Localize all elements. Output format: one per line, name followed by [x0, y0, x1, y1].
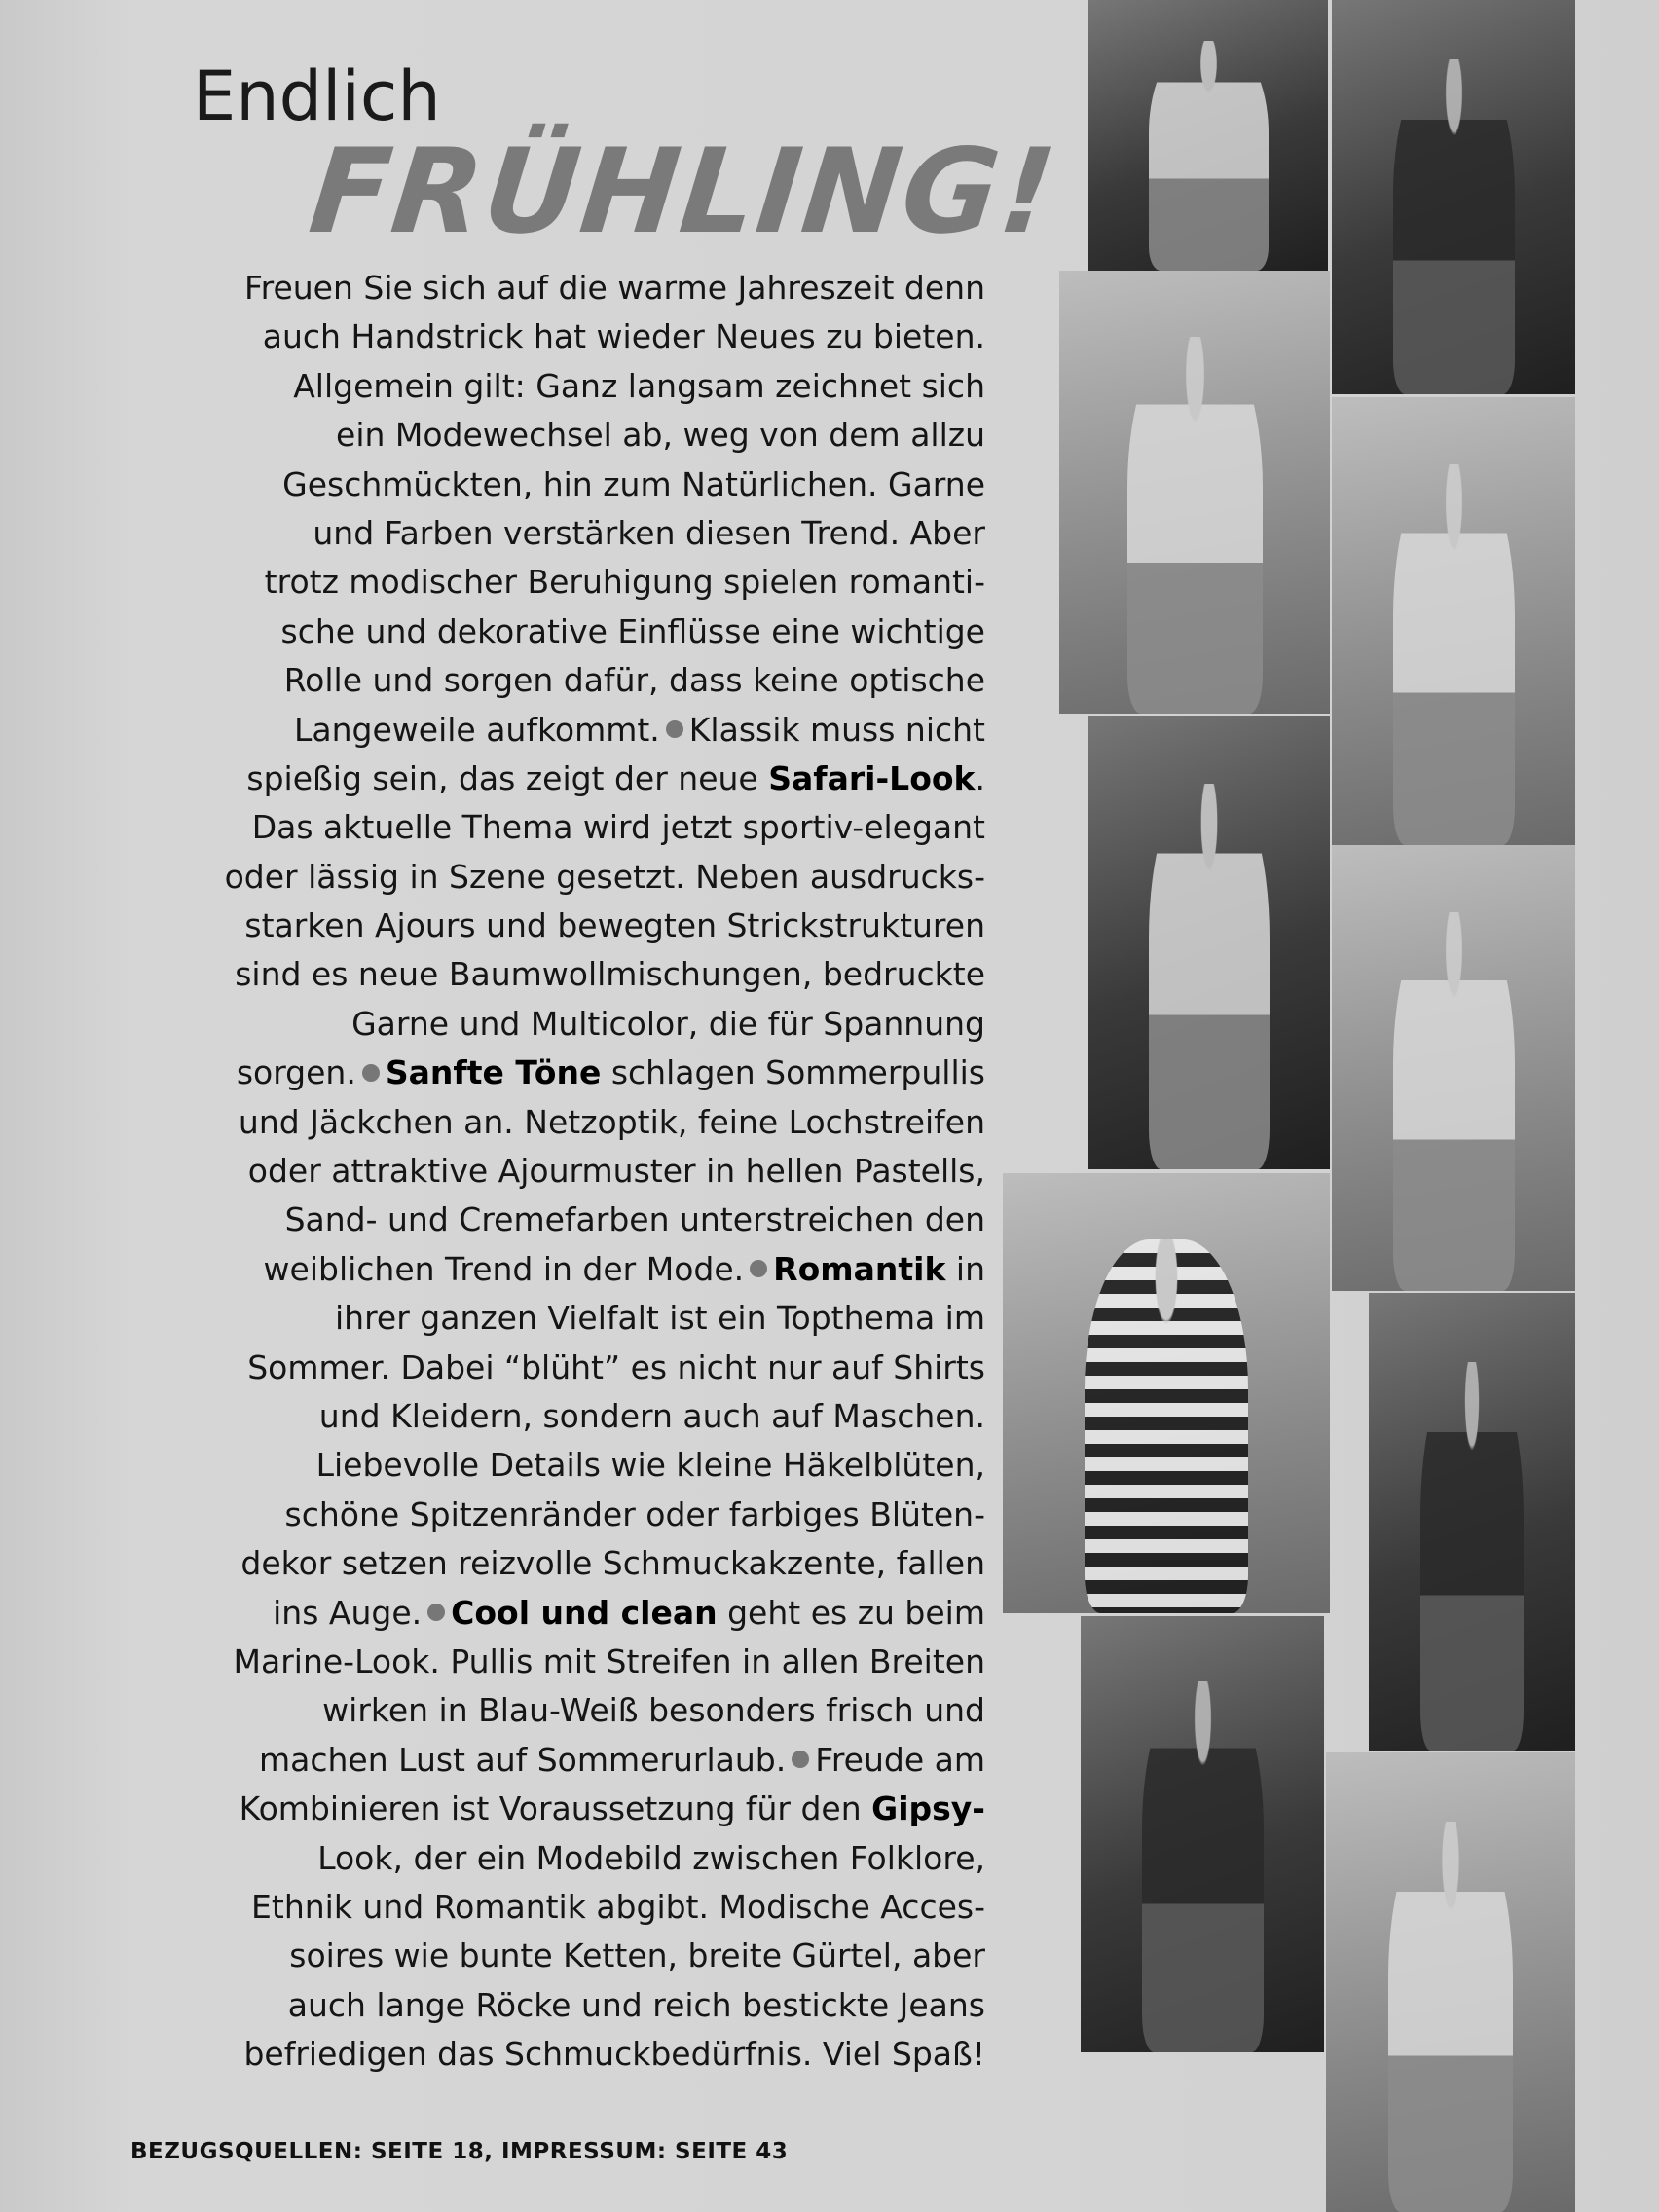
article-text: und Farben verstärken diesen Trend. Aber [313, 513, 985, 552]
article-line [156, 1000, 985, 1049]
article-text: Langeweile aufkommt. [294, 710, 660, 749]
article-line [156, 950, 985, 999]
article-line [156, 1049, 985, 1097]
photo-model-floral-top [1088, 716, 1330, 1169]
article-line [156, 608, 985, 656]
article-text: spießig sein, das zeigt der neue [246, 758, 769, 797]
article-text: wirken in Blau-Weiß besonders frisch und [322, 1691, 985, 1730]
photo-model-sun-hat [1332, 845, 1575, 1291]
article-text: trotz modischer Beruhigung spielen romanti- [264, 563, 985, 602]
article-line [156, 1441, 985, 1490]
photo-model-cowboy-hat-smiling [1326, 1752, 1575, 2212]
article-line [156, 1883, 985, 1932]
article-body [156, 264, 985, 2079]
article-line [156, 1932, 985, 1980]
article-text: Marine-Look. Pullis mit Streifen in allen Breiten [233, 1641, 985, 1680]
article-line [156, 755, 985, 803]
article-text: ihrer ganzen Vielfalt ist ein Topthema im [334, 1299, 985, 1338]
article-text: Garne und Multicolor, die für Spannung [351, 1004, 985, 1043]
article-line [156, 1981, 985, 2030]
article-text: Freuen Sie sich auf die warme Jahreszeit denn [244, 269, 985, 307]
article-text: befriedigen das Schmuckbedürfnis. Viel Spaß! [243, 2035, 985, 2074]
bullet-dot [792, 1751, 809, 1768]
article-keyword: Safari-Look [768, 758, 976, 797]
headline-fruehling: FRÜHLING! [304, 125, 1063, 260]
article-line [156, 1736, 985, 1785]
article-line [156, 1245, 985, 1294]
article-line [156, 656, 985, 705]
article-line [156, 264, 985, 313]
article-line [156, 313, 985, 361]
article-line [156, 558, 985, 607]
photo-model-dark-jacket-car [1332, 0, 1575, 394]
article-line [156, 461, 985, 509]
article-line [156, 706, 985, 755]
article-text: Sand- und Cremefarben unterstreichen den [284, 1200, 985, 1239]
article-text: ins Auge. [273, 1593, 423, 1632]
article-line [156, 1098, 985, 1147]
article-line [156, 509, 985, 558]
article-keyword: Sanfte Töne [385, 1053, 602, 1092]
article-line [156, 1785, 985, 1833]
article-text: machen Lust auf Sommerurlaub. [259, 1740, 787, 1779]
article-text: starken Ajours und bewegten Strickstrukturen [244, 906, 985, 945]
article-text: schöne Spitzenränder oder farbiges Blüten- [284, 1494, 985, 1533]
article-text: ein Modewechsel ab, weg von dem allzu [336, 416, 985, 455]
article-line [156, 1491, 985, 1539]
article-line [156, 1638, 985, 1686]
photo-model-white-cardigan [1332, 397, 1575, 845]
article-text: auch lange Röcke und reich bestickte Jeans [287, 1985, 985, 2024]
article-text: oder attraktive Ajourmuster in hellen Pastells, [247, 1152, 985, 1191]
photo-model-beach-sweater [1059, 271, 1330, 714]
article-line [156, 411, 985, 460]
bullet-dot [427, 1604, 445, 1621]
article-line [156, 803, 985, 852]
article-text: Ethnik und Romantik abgibt. Modische Acces- [251, 1887, 985, 1926]
photo-model-gipsy-look [1369, 1293, 1575, 1751]
article-text: . [975, 758, 985, 797]
photo-models-striped-sweaters [1003, 1173, 1330, 1613]
article-text: Allgemein gilt: Ganz langsam zeichnet sich [293, 366, 985, 405]
article-line [156, 902, 985, 950]
article-keyword: Cool und clean [451, 1593, 718, 1632]
article-line [156, 853, 985, 902]
article-text: soires wie bunte Ketten, breite Gürtel, aber [289, 1936, 985, 1975]
footer-references: BEZUGSQUELLEN: SEITE 18, IMPRESSUM: SEITE 43 [130, 2139, 789, 2164]
article-text: Kombinieren ist Voraussetzung für den [239, 1789, 872, 1828]
article-text: Sommer. Dabei “blüht” es nicht nur auf Shirts [247, 1347, 985, 1386]
article-text: sche und dekorative Einflüsse eine wichtige [280, 611, 985, 650]
article-text: oder lässig in Szene gesetzt. Neben ausdrucks- [224, 857, 985, 896]
bullet-dot [362, 1064, 380, 1082]
article-text: schlagen Sommerpullis [601, 1053, 985, 1092]
headline-endlich: Endlich [193, 56, 441, 136]
article-text: Das aktuelle Thema wird jetzt sportiv-elegant [251, 808, 985, 847]
article-line [156, 1147, 985, 1196]
article-line [156, 1834, 985, 1883]
bullet-dot [666, 720, 683, 738]
article-text: geht es zu beim [717, 1593, 985, 1632]
article-line [156, 1294, 985, 1343]
article-keyword: Romantik [773, 1249, 946, 1288]
article-text: Klassik muss nicht [688, 710, 985, 749]
article-line [156, 1589, 985, 1638]
article-text: Look, der ein Modebild zwischen Folklore, [317, 1838, 985, 1877]
article-text: auch Handstrick hat wieder Neues zu bieten. [262, 317, 985, 356]
article-text: und Kleidern, sondern auch auf Maschen. [318, 1396, 985, 1435]
article-text: Geschmückten, hin zum Natürlichen. Garne [282, 464, 985, 503]
article-text: Freude am [815, 1740, 985, 1779]
article-line [156, 1196, 985, 1244]
bullet-dot [750, 1260, 767, 1277]
article-text: Rolle und sorgen dafür, dass keine optische [283, 661, 985, 700]
article-text: sind es neue Baumwollmischungen, bedruckte [235, 955, 985, 994]
article-line [156, 1344, 985, 1392]
photo-model-knit-cardigan [1088, 0, 1328, 271]
article-line [156, 1686, 985, 1735]
article-text: in [945, 1249, 985, 1288]
article-line [156, 362, 985, 411]
article-line [156, 2030, 985, 2079]
article-text: sorgen. [236, 1053, 356, 1092]
article-text: weiblichen Trend in der Mode. [263, 1249, 745, 1288]
article-line [156, 1539, 985, 1588]
article-keyword: Gipsy- [871, 1789, 985, 1828]
article-text: und Jäckchen an. Netzoptik, feine Lochstreifen [238, 1102, 985, 1141]
photo-model-cowboy-hat-necklace [1081, 1616, 1324, 2052]
article-line [156, 1392, 985, 1441]
article-text: dekor setzen reizvolle Schmuckakzente, fallen [240, 1544, 985, 1583]
article-text: Liebevolle Details wie kleine Häkelblüten, [315, 1446, 985, 1485]
